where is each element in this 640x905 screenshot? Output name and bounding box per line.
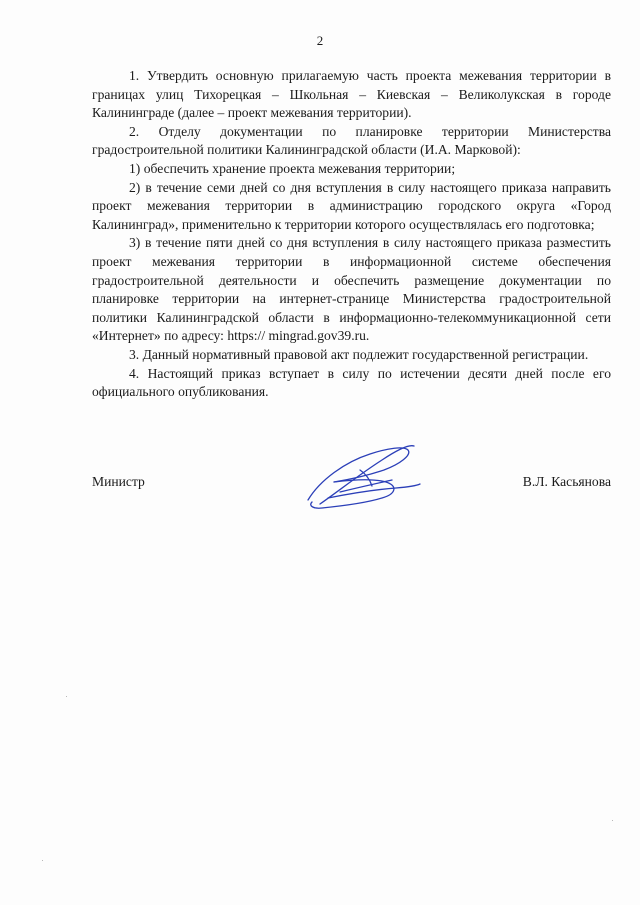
scan-speck (42, 860, 43, 861)
paragraph-subitem-2: 2) в течение семи дней со дня вступления в силу настоящего приказа направить проект межевания территории в администрацию городского округа «Город Калининград», применительно к территории которого осуществлялась его подготовка; (92, 179, 611, 232)
document-body (92, 67, 611, 402)
paragraph-subitem-3: 3) в течение пяти дней со дня вступления в силу настоящего приказа разместить проект межевания территории в информационной системе обеспечения градостроительной деятельности и обеспечить размещение документации по планировке территории на интернет-странице Министерства градостроительной политики Калининградской области в информационно-телекоммуникационной сети «Интернет» по адресу: https:// mingrad.gov39.ru. (92, 235, 611, 344)
paragraph-item-1: 1. Утвердить основную прилагаемую часть проекта межевания территории в границах улиц Тихорецкая – Школьная – Киевская – Великолукская в городе Калининграде (далее – проект межевания территории). (92, 68, 611, 121)
scan-speck (612, 820, 613, 821)
scan-speck (66, 696, 67, 697)
paragraph-item-2: 2. Отделу документации по планировке территории Министерства градостроительной политики Калининградской области (И.А. Марковой): (92, 123, 611, 158)
paragraph-subitem-1: 1) обеспечить хранение проекта межевания территории; (129, 160, 456, 176)
signature-row (92, 474, 611, 494)
signer-position: Министр (92, 474, 145, 489)
page-number: 2 (316, 33, 324, 48)
paragraph-item-4: 4. Настоящий приказ вступает в силу по истечении десяти дней после его официального опубликования. (92, 365, 611, 400)
paragraph-item-3: 3. Данный нормативный правовой акт подлежит государственной регистрации. (129, 346, 589, 362)
signer-name: В.Л. Касьянова (522, 474, 611, 489)
